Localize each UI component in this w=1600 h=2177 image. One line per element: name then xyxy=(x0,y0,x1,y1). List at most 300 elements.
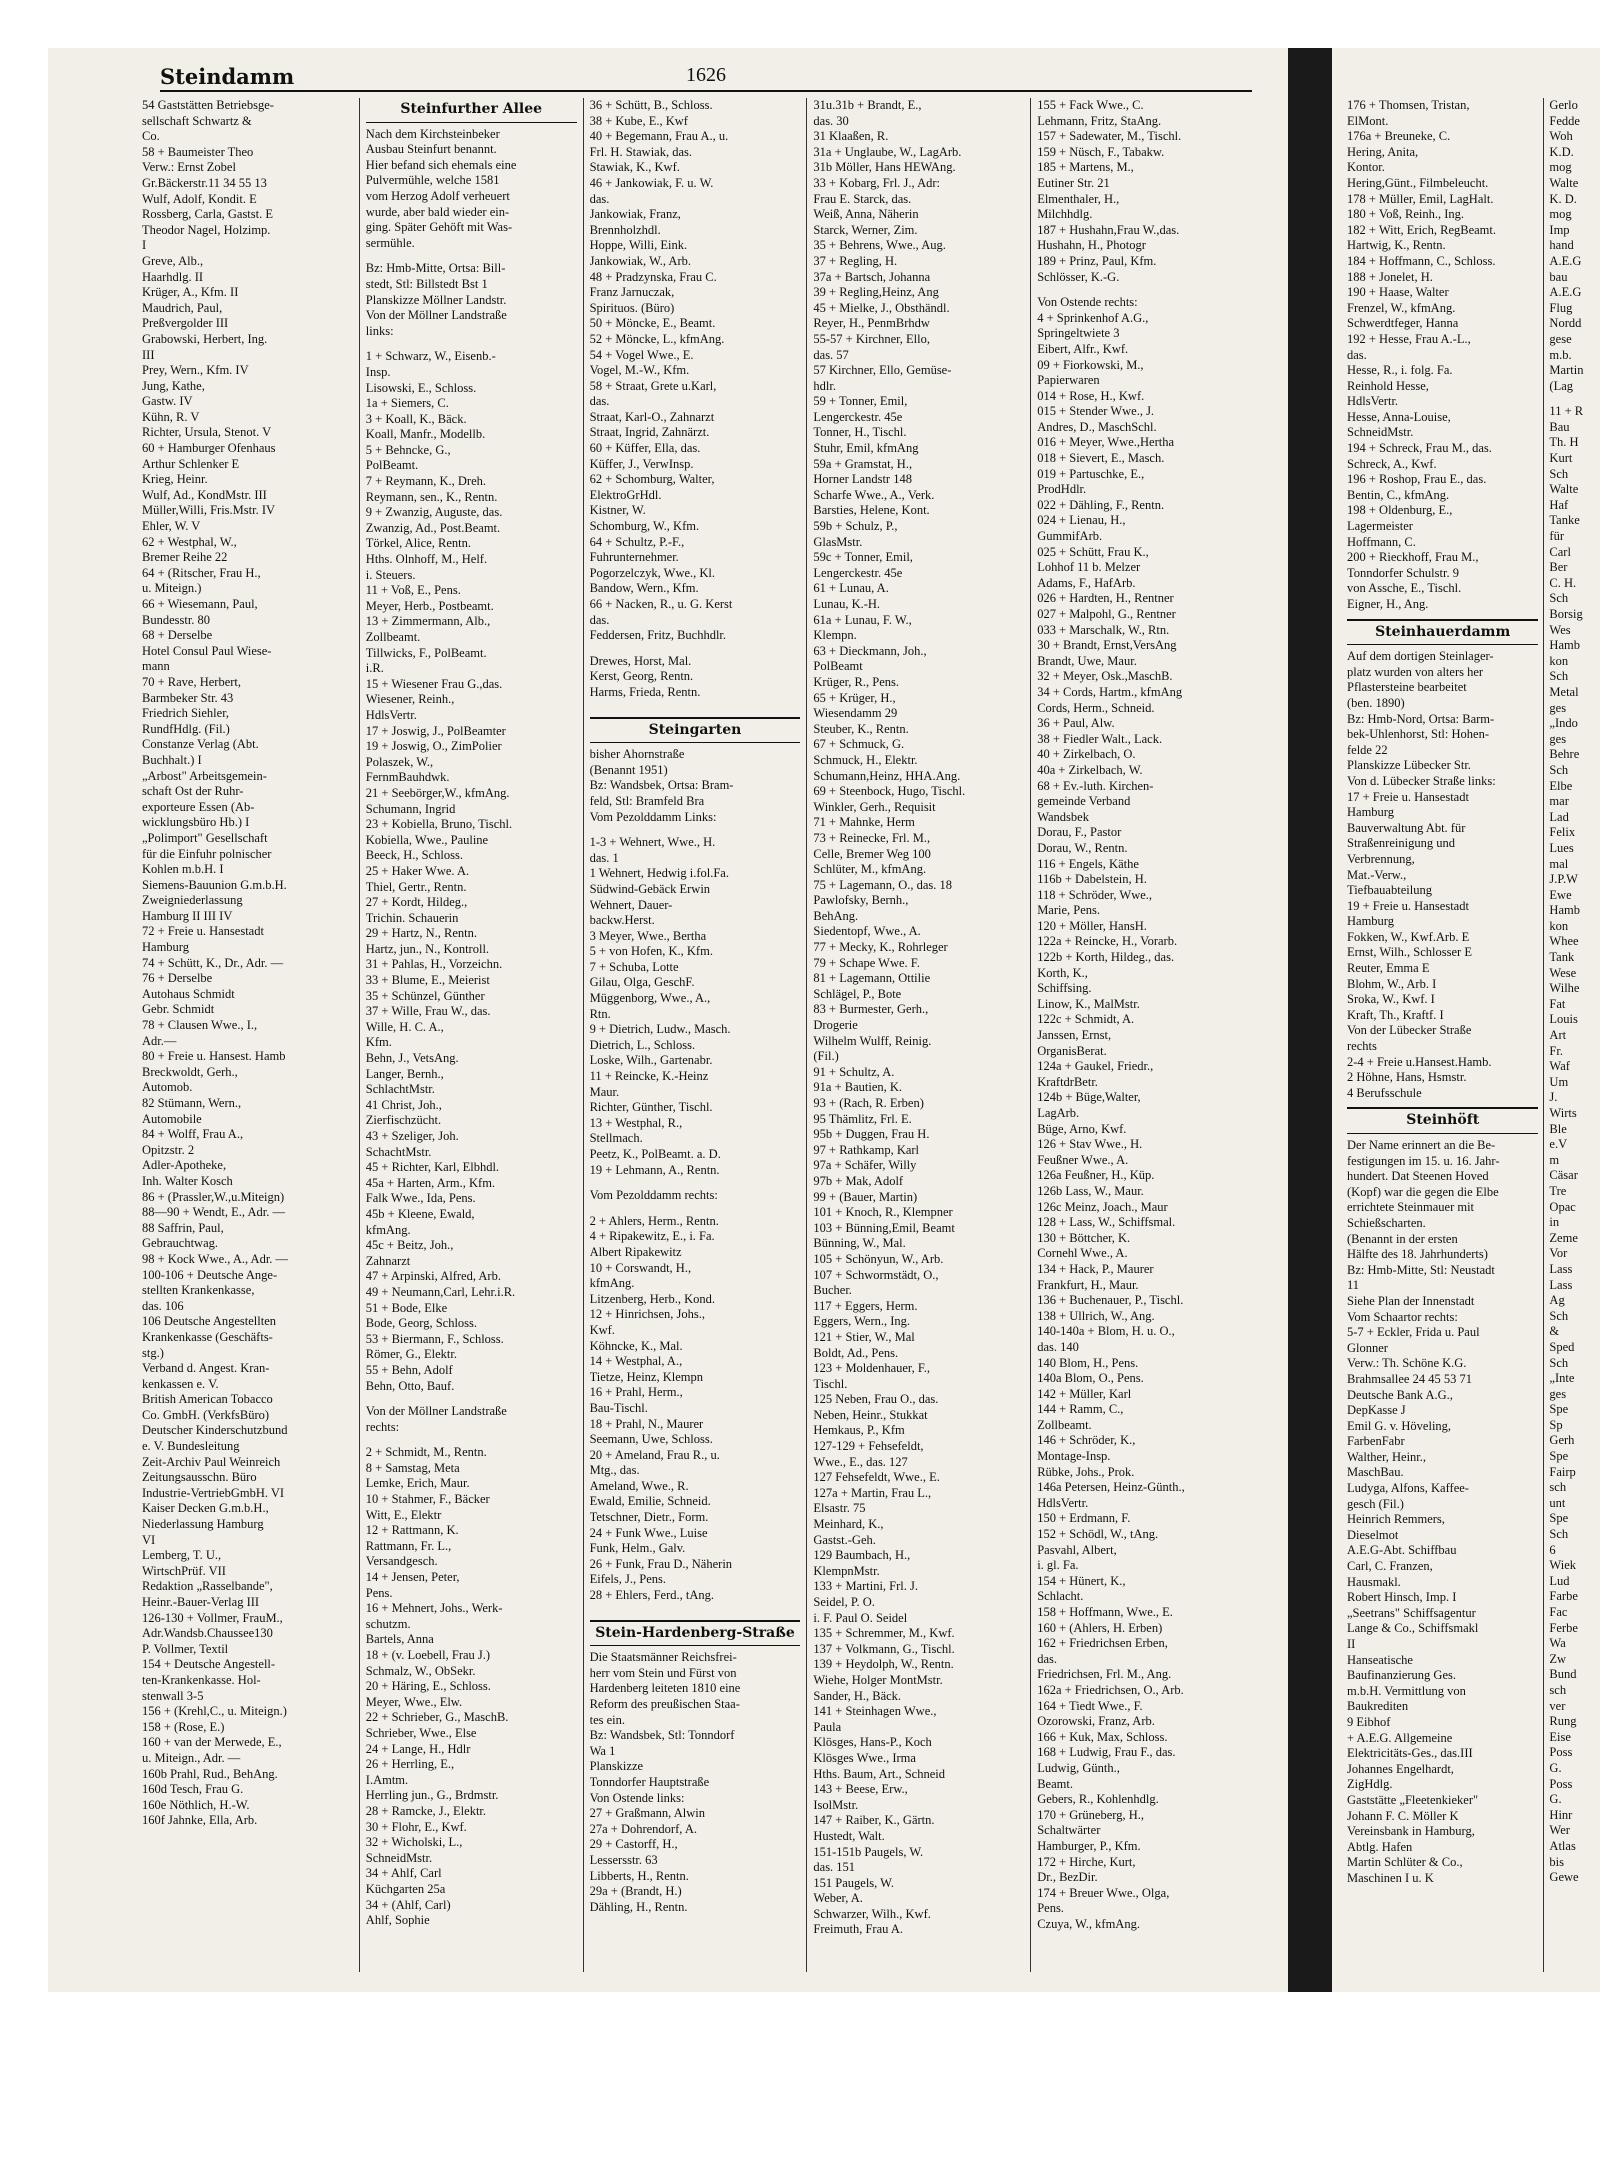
entry-line: Bode, Georg, Schloss. xyxy=(365,1316,478,1331)
entry-line: 2 Höhne, Hans, Hsmstr. xyxy=(1347,1070,1467,1085)
entry-line: Gewe xyxy=(1549,1870,1579,1885)
entry-line: Janssen, Ernst, xyxy=(1037,1028,1112,1043)
entry-line: Frau E. Starck, das. xyxy=(813,191,912,206)
directory-column xyxy=(136,98,360,1972)
entry-line: 43 + Szeliger, Joh. xyxy=(365,1129,459,1143)
entry-line: 154 + Hünert, K., xyxy=(1037,1573,1126,1588)
entry-line: (Fil.) xyxy=(813,1049,839,1064)
entry-line: Vom Pezolddamm Links: xyxy=(589,809,717,824)
entry-line: schutzm. xyxy=(365,1616,411,1631)
entry-line: 15 + Wiesener Frau G.,das. xyxy=(365,676,503,691)
entry-line: 139 + Heydolph, W., Rentn. xyxy=(813,1657,954,1672)
entry-line: Seidel, P. O. xyxy=(813,1595,875,1609)
entry-line: 38 + Kube, E., Kwf xyxy=(589,113,688,128)
entry-line: Wulf, Adolf, Kondit. E xyxy=(142,191,257,206)
entry-line: 61a + Lunau, F. W., xyxy=(813,612,912,627)
entry-line: 126-130 + Vollmer, FrauM., xyxy=(142,1610,283,1625)
entry-line: Bz: Hmb-Mitte, Ortsa: Bill- xyxy=(365,261,506,276)
entry-line: Deutsche Bank A.G., xyxy=(1347,1387,1453,1402)
entry-line: 019 + Partuschke, E., xyxy=(1037,466,1145,481)
entry-line: 106 Deutsche Angestellten xyxy=(142,1314,276,1329)
entry-line: „Inte xyxy=(1549,1371,1575,1386)
entry-line: 184 + Hoffmann, C., Schloss. xyxy=(1347,253,1496,268)
entry-line: 37 + Wille, Frau W., das. xyxy=(365,1004,491,1019)
entry-line: 129 Baumbach, H., xyxy=(813,1548,911,1563)
entry-line: 126 + Stav Wwe., H. xyxy=(1037,1137,1143,1152)
entry-line: 1a + Siemers, C. xyxy=(365,396,449,411)
entry-line: Ozorowski, Franz, Arb. xyxy=(1037,1714,1155,1729)
entry-line: Hesse, Anna-Louise, xyxy=(1347,409,1451,424)
entry-line: 27a + Dohrendorf, A. xyxy=(589,1821,697,1836)
entry-line: Milchhdlg. xyxy=(1037,207,1093,222)
entry-line: GlasMstr. xyxy=(813,534,863,549)
entry-line: 26 + Funk, Frau D., Näherin xyxy=(589,1556,733,1571)
entry-line: Robert Hinsch, Imp. I xyxy=(1347,1590,1457,1605)
entry-line: Elbe xyxy=(1549,778,1573,793)
entry-line: Lange & Co., Schiffsmakl xyxy=(1347,1621,1479,1636)
entry-line: 025 + Schütt, Frau K., xyxy=(1037,544,1149,559)
entry-line: 19 + Freie u. Hansestadt xyxy=(1347,898,1469,913)
entry-line: Ehler, W. V xyxy=(142,519,201,534)
entry-line: 146a Petersen, Heinz-Günth., xyxy=(1037,1480,1185,1495)
entry-line: Schomburg, W., Kfm. xyxy=(589,519,700,534)
entry-line: 9 Eibhof xyxy=(1347,1714,1391,1729)
entry-line: 23 + Kobiella, Bruno, Tischl. xyxy=(365,817,513,832)
entry-line: 24 + Lange, H., Hdlr xyxy=(365,1741,471,1756)
entry-line: Winkler, Gerh., Requisit xyxy=(813,799,936,814)
entry-line: KraftdrBetr. xyxy=(1037,1074,1098,1089)
entry-line: Montage-Insp. xyxy=(1037,1449,1111,1464)
directory-column xyxy=(807,98,1031,1972)
entry-line: Carl, C. Franzen, xyxy=(1347,1559,1433,1574)
entry-line: Woh xyxy=(1549,129,1573,144)
entry-line: 52 + Möncke, L., kfmAng. xyxy=(589,331,725,346)
entry-line: Hering, Anita, xyxy=(1347,144,1419,159)
entry-line: Bau-Tischl. xyxy=(589,1400,648,1415)
entry-line: I xyxy=(142,238,147,253)
entry-line: J.P.W xyxy=(1549,872,1578,887)
entry-line: Stellmach. xyxy=(589,1131,643,1146)
entry-line: Von der Lübecker Straße xyxy=(1347,1023,1472,1038)
entry-line: 17 + Freie u. Hansestadt xyxy=(1347,789,1469,804)
entry-line: Rübke, Johs., Prok. xyxy=(1037,1464,1135,1479)
entry-line: Hartz, jun., N., Kontroll. xyxy=(365,941,490,956)
entry-line: Lessersstr. 63 xyxy=(589,1852,658,1867)
entry-line: Sch xyxy=(1549,591,1569,606)
entry-line: Peetz, K., PolBeamt. a. D. xyxy=(589,1147,721,1161)
entry-line: Schmalz, W., ObSekr. xyxy=(365,1663,476,1678)
entry-line: Drewes, Horst, Mal. xyxy=(589,653,692,668)
entry-line: 178 + Müller, Emil, LagHalt. xyxy=(1347,191,1494,206)
entry-line: Fac xyxy=(1549,1605,1568,1619)
entry-line: Barmbeker Str. 43 xyxy=(142,690,234,705)
entry-line: Scharfe Wwe., A., Verk. xyxy=(813,487,935,502)
entry-line: Verw.: Ernst Zobel xyxy=(142,160,236,175)
entry-line: Jankowiak, Franz, xyxy=(589,207,681,222)
entry-line: G. xyxy=(1549,1760,1562,1775)
entry-line: Metal xyxy=(1549,684,1579,699)
entry-line: Boldt, Ad., Pens. xyxy=(813,1345,899,1360)
entry-line: Automobile xyxy=(142,1111,202,1126)
entry-line: mal xyxy=(1549,856,1569,871)
entry-line: Breckwoldt, Gerh., xyxy=(142,1064,238,1079)
entry-line: 31b Möller, Hans HEWAng. xyxy=(813,160,956,175)
entry-line: Drogerie xyxy=(813,1018,858,1033)
entry-line: 46 + Jankowiak, F. u. W. xyxy=(589,175,714,190)
entry-line: „Arbost" Arbeitsgemein- xyxy=(142,768,267,783)
entry-line: Eutiner Str. 21 xyxy=(1037,175,1110,190)
entry-line: (ben. 1890) xyxy=(1347,695,1405,710)
entry-line: 34 + Ahlf, Carl xyxy=(365,1866,442,1881)
entry-line: 180 + Voß, Reinh., Ing. xyxy=(1347,207,1465,222)
entry-line: für xyxy=(1549,529,1564,544)
entry-line: Frenzel, W., kfmAng. xyxy=(1347,300,1456,315)
entry-line: P. Vollmer, Textil xyxy=(142,1641,229,1656)
entry-line: Hamb xyxy=(1549,638,1580,653)
directory-columns xyxy=(136,98,1254,1972)
entry-line: 160 + (Ahlers, H. Erben) xyxy=(1037,1620,1163,1635)
entry-line: Ahlf, Sophie xyxy=(365,1913,430,1928)
entry-line: Spe xyxy=(1549,1449,1569,1464)
entry-line: (Benannt 1951) xyxy=(589,762,668,777)
entry-line: 127 Fehsefeldt, Wwe., E. xyxy=(813,1470,940,1485)
entry-line: Haf xyxy=(1549,497,1569,512)
entry-line: Kistner, W. xyxy=(589,503,646,518)
entry-line: 151 Paugels, W. xyxy=(813,1875,894,1890)
entry-line: Bremer Reihe 22 xyxy=(142,550,228,565)
entry-line: SchneidMstr. xyxy=(1347,425,1414,440)
entry-line: 172 + Hirche, Kurt, xyxy=(1037,1854,1136,1869)
entry-line: HdlsVertr. xyxy=(365,707,417,722)
entry-line: + A.E.G. Allgemeine xyxy=(1347,1730,1453,1745)
entry-line: 11 + Reincke, K.-Heinz xyxy=(589,1069,709,1084)
entry-line: 156 + (Krehl,C., u. Miteign.) xyxy=(142,1704,287,1719)
entry-line: Siemens-Bauunion G.m.b.H. xyxy=(142,877,287,892)
entry-line: ges xyxy=(1549,731,1567,746)
entry-line: 86 + (Prassler,W.,u.Miteign) xyxy=(142,1189,285,1204)
entry-line: 59c + Tonner, Emil, xyxy=(813,550,913,565)
entry-line: 158 + Hoffmann, Wwe., E. xyxy=(1037,1605,1173,1619)
entry-line: Elmenthaler, H., xyxy=(1037,191,1120,206)
entry-line: Von der Möllner Landstraße xyxy=(365,1404,507,1419)
entry-line: ten-Krankenkasse. Hol- xyxy=(142,1672,261,1687)
entry-line: 123 + Moldenhauer, F., xyxy=(813,1361,931,1376)
entry-line: felde 22 xyxy=(1347,742,1388,757)
entry-line: Gaststätte „Fleetenkieker" xyxy=(1347,1792,1479,1807)
entry-line: Sch xyxy=(1549,669,1569,684)
entry-line: 7 + Schuba, Lotte xyxy=(589,959,679,974)
entry-line: Eifels, J., Pens. xyxy=(589,1572,666,1587)
entry-line: Fat xyxy=(1549,996,1566,1011)
entry-line: Sch xyxy=(1549,1527,1569,1542)
entry-line: Litzenberg, Herb., Kond. xyxy=(589,1291,716,1306)
entry-line: 160e Nöthlich, H.-W. xyxy=(142,1797,250,1812)
entry-line: G. xyxy=(1549,1792,1562,1807)
entry-line: LagArb. xyxy=(1037,1106,1080,1120)
entry-line: Ameland, Wwe., R. xyxy=(589,1478,689,1493)
entry-line: Trichin. Schauerin xyxy=(365,910,459,925)
entry-line: 51 + Bode, Elke xyxy=(365,1300,448,1315)
entry-line: 159 + Nüsch, F., Tabakw. xyxy=(1037,144,1165,159)
entry-line: 37a + Bartsch, Johanna xyxy=(813,269,931,284)
entry-line: HdlsVertr. xyxy=(1037,1495,1089,1510)
entry-line: kfmAng. xyxy=(365,1222,411,1237)
entry-line: mar xyxy=(1549,794,1569,809)
entry-line: 33 + Kobarg, Frl. J., Adr: xyxy=(813,175,941,190)
entry-line: 160 + van der Merwede, E., xyxy=(142,1735,282,1750)
next-page xyxy=(1332,48,1600,1992)
entry-line: 016 + Meyer, Wwe.,Hertha xyxy=(1037,435,1175,450)
next-page-columns xyxy=(1342,98,1600,1972)
entry-line: Mat.-Verw., xyxy=(1347,867,1407,882)
entry-line: Celle, Bremer Weg 100 xyxy=(813,846,931,861)
entry-line: i.R. xyxy=(365,661,384,676)
entry-line: Verw.: Th. Schöne K.G. xyxy=(1347,1356,1467,1371)
entry-line: Schmuck, H., Elektr. xyxy=(813,752,918,767)
entry-line: 117 + Eggers, Herm. xyxy=(813,1298,918,1313)
entry-line: & xyxy=(1549,1324,1560,1339)
entry-line: „Polimport" Gesellschaft xyxy=(142,830,268,845)
entry-line: backw.Herst. xyxy=(589,913,655,928)
entry-line: 28 + Ramcke, J., Elektr. xyxy=(365,1803,487,1818)
street-heading: Steinhöft xyxy=(1347,1107,1538,1134)
entry-line: Dietrich, L., Schloss. xyxy=(589,1037,696,1052)
entry-line: Wiehe, Holger MontMstr. xyxy=(813,1672,943,1687)
entry-line: Spe xyxy=(1549,1511,1569,1526)
entry-line: platz wurden von alters her xyxy=(1347,664,1484,679)
entry-line: HdlsVertr. xyxy=(1347,394,1399,409)
entry-line: C. H. xyxy=(1549,575,1577,590)
entry-line: 13 + Westphal, R., xyxy=(589,1115,683,1130)
entry-line: tes ein. xyxy=(589,1712,626,1727)
entry-line: Müller,Willi, Fris.Mstr. IV xyxy=(142,503,276,518)
entry-line: links: xyxy=(365,323,394,338)
entry-line: sch xyxy=(1549,1480,1567,1495)
entry-line: Lisowski, E., Schloss. xyxy=(365,380,477,395)
entry-line: 66 + Wiesemann, Paul, xyxy=(142,597,258,611)
entry-line: 190 + Haase, Walter xyxy=(1347,285,1449,300)
entry-line: 134 + Hack, P., Maurer xyxy=(1037,1261,1154,1276)
entry-line: 14 + Jensen, Peter, xyxy=(365,1570,460,1585)
entry-line: Preßvergolder III xyxy=(142,316,229,331)
entry-line: 146 + Schröder, K., xyxy=(1037,1433,1136,1448)
entry-line: FarbenFabr xyxy=(1347,1434,1405,1449)
entry-line: Neben, Heinr., Stukkat xyxy=(813,1407,928,1422)
entry-line: 11 + Voß, E., Pens. xyxy=(365,583,461,598)
entry-line: Libberts, H., Rentn. xyxy=(589,1868,689,1883)
entry-line: Martin xyxy=(1549,363,1584,378)
entry-line: Opitzstr. 2 xyxy=(142,1142,195,1157)
entry-line: Walte xyxy=(1549,175,1579,190)
entry-line: Reinhold Hesse, xyxy=(1347,378,1429,393)
entry-line: sch xyxy=(1549,1682,1567,1697)
entry-line: Fairp xyxy=(1549,1464,1576,1479)
entry-line: Straat, Karl-O., Zahnarzt xyxy=(589,409,715,424)
entry-line: 5 + von Hofen, K., Kfm. xyxy=(589,944,713,959)
entry-line: 77 + Mecky, K., Rohrleger xyxy=(813,940,948,955)
entry-line: herr vom Stein und Fürst von xyxy=(589,1665,737,1680)
entry-line: 155 + Fack Wwe., C. xyxy=(1037,98,1144,112)
entry-line: 2-4 + Freie u.Hansest.Hamb. xyxy=(1347,1054,1492,1069)
entry-line: K. D. xyxy=(1549,191,1577,206)
entry-line: 124b + Büge,Walter, xyxy=(1037,1090,1141,1105)
entry-line: Abtlg. Hafen xyxy=(1347,1839,1413,1854)
entry-line: Steuber, K., Rentn. xyxy=(813,721,909,736)
entry-line: das. xyxy=(589,394,610,409)
entry-line: 4 Berufsschule xyxy=(1347,1085,1422,1100)
entry-line: 16 + Prahl, Herm., xyxy=(589,1385,683,1400)
street-heading: Steinhauerdamm xyxy=(1347,619,1538,646)
entry-line: Gebrauchtwag. xyxy=(142,1236,219,1251)
entry-line: kenkassen e. V. xyxy=(142,1376,219,1391)
entry-line: 198 + Oldenburg, E., xyxy=(1347,503,1453,518)
entry-line: 57 Kirchner, Ello, Gemüse- xyxy=(813,363,952,378)
entry-line: 164 + Tiedt Wwe., F. xyxy=(1037,1698,1143,1713)
entry-line: Hering,Günt., Filmbeleucht. xyxy=(1347,175,1489,190)
entry-line: Fedde xyxy=(1549,113,1580,128)
entry-line: Stuhr, Emil, kfmAng xyxy=(813,441,919,456)
entry-line: 014 + Rose, H., Kwf. xyxy=(1037,388,1145,403)
entry-line: Zweigniederlassung xyxy=(142,893,243,908)
entry-line: feld, Stl: Bramfeld Bra xyxy=(589,793,705,808)
entry-line: Klempn. xyxy=(813,628,857,643)
entry-line: 73 + Reinecke, Frl. M., xyxy=(813,830,931,845)
entry-line: Feddersen, Fritz, Buchhdlr. xyxy=(589,628,727,643)
entry-line: 126c Meinz, Joach., Maur xyxy=(1037,1199,1168,1214)
entry-line: Siedentopf, Wwe., A. xyxy=(813,924,921,939)
entry-line: 160d Tesch, Frau G. xyxy=(142,1782,244,1797)
entry-line: 122b + Korth, Hildeg., das. xyxy=(1037,950,1175,965)
entry-line: das. xyxy=(589,612,610,627)
entry-line: 022 + Dähling, F., Rentn. xyxy=(1037,497,1165,512)
entry-line: Thiel, Gertr., Rentn. xyxy=(365,879,467,894)
entry-line: Borsig xyxy=(1549,607,1583,621)
entry-line: Vereinsbank in Hamburg, xyxy=(1347,1824,1475,1839)
entry-line: Bz: Hmb-Nord, Ortsa: Barm- xyxy=(1347,711,1495,726)
entry-line: 17 + Joswig, J., PolBeamter xyxy=(365,723,506,738)
spacer xyxy=(366,251,577,261)
entry-line: 88 Saffrin, Paul, xyxy=(142,1220,224,1235)
entry-line: Hesse, R., i. folg. Fa. xyxy=(1347,363,1453,378)
entry-line: VI xyxy=(142,1532,156,1547)
entry-line: 18 + (v. Loebell, Frau J.) xyxy=(365,1648,491,1662)
directory-column xyxy=(360,98,584,1972)
spacer xyxy=(366,1435,577,1445)
entry-line: Arthur Schlenker E xyxy=(142,456,240,471)
entry-line: Wer xyxy=(1549,1823,1570,1838)
entry-line: Bz: Hmb-Mitte, Stl: Neustadt xyxy=(1347,1262,1495,1277)
entry-line: Feußner Wwe., A. xyxy=(1037,1152,1129,1167)
entry-line: Hamburg II III IV xyxy=(142,908,233,923)
entry-line: Von der Möllner Landstraße xyxy=(365,308,507,323)
entry-line: Fr. xyxy=(1549,1043,1563,1058)
entry-line: 10 + Stahmer, F., Bäcker xyxy=(365,1492,490,1507)
entry-line: Barsties, Helene, Kont. xyxy=(813,503,930,518)
entry-line: Pulvermühle, welche 1581 xyxy=(365,173,500,188)
entry-line: stg.) xyxy=(142,1345,164,1360)
entry-line: Loske, Wilh., Gartenabr. xyxy=(589,1053,713,1068)
entry-line: Lemberg, T. U., xyxy=(142,1548,222,1563)
entry-line: Tietze, Heinz, Klempn xyxy=(589,1369,703,1384)
entry-line: ElektroGrHdl. xyxy=(589,487,662,502)
running-head-word: Steindamm xyxy=(160,64,295,89)
entry-line: kon xyxy=(1549,653,1569,668)
entry-line: Zeitungsausschn. Büro xyxy=(142,1470,257,1485)
entry-line: Tischl. xyxy=(813,1376,848,1391)
entry-line: Römer, G., Elektr. xyxy=(365,1347,457,1362)
entry-line: Wilhelm Wulff, Reinig. xyxy=(813,1033,932,1048)
entry-line: 196 + Roshop, Frau E., das. xyxy=(1347,472,1487,487)
entry-line: 174 + Breuer Wwe., Olga, xyxy=(1037,1885,1170,1900)
entry-line: Rattmann, Fr. L., xyxy=(365,1538,452,1553)
entry-line: Hardenberg leiteten 1810 eine xyxy=(589,1681,741,1696)
entry-line: Ber xyxy=(1549,560,1568,575)
entry-line: Waf xyxy=(1549,1059,1570,1074)
entry-line: Ble xyxy=(1549,1121,1567,1136)
entry-line: Felix xyxy=(1549,825,1576,840)
entry-line: Paula xyxy=(813,1719,842,1734)
entry-line: 32 + Meyer, Osk.,MaschB. xyxy=(1037,669,1173,684)
entry-line: Poss xyxy=(1549,1745,1573,1760)
entry-line: exporteure Essen (Ab- xyxy=(142,799,255,814)
entry-line: vom Herzog Adolf verheuert xyxy=(365,188,510,203)
entry-line: Niederlassung Hamburg xyxy=(142,1517,264,1532)
entry-line: 98 + Kock Wwe., A., Adr. — xyxy=(142,1251,289,1266)
entry-line: 125 Neben, Frau O., das. xyxy=(813,1392,939,1407)
page-number: 1626 xyxy=(686,64,726,86)
entry-line: 5 + Behncke, G., xyxy=(365,442,451,457)
entry-line: Hälfte des 18. Jahrhunderts) xyxy=(1347,1247,1488,1262)
entry-line: Pflastersteine bearbeitet xyxy=(1347,680,1467,695)
entry-line: Sch xyxy=(1549,762,1569,777)
entry-line: 147 + Raiber, K., Gärtn. xyxy=(813,1813,935,1828)
entry-line: Tetschner, Dietr., Form. xyxy=(589,1510,709,1525)
entry-line: 29 + Hartz, N., Rentn. xyxy=(365,926,477,941)
entry-line: 138 + Ullrich, W., Ang. xyxy=(1037,1308,1155,1323)
entry-line: Herrling jun., G., Brdmstr. xyxy=(365,1788,499,1803)
entry-line: das. xyxy=(589,191,610,206)
entry-line: (Kopf) war die gegen die Elbe xyxy=(1347,1184,1499,1199)
entry-line: Pens. xyxy=(365,1585,393,1600)
entry-line: m.b.H. Vermittlung von xyxy=(1347,1683,1466,1698)
entry-line: Behn, J., VetsAng. xyxy=(365,1051,459,1066)
entry-line: Bz: Wandsbek, Stl: Tonndorf xyxy=(589,1728,735,1743)
entry-line: 53 + Biermann, F., Schloss. xyxy=(365,1331,504,1346)
entry-line: 7 + Reymann, K., Dreh. xyxy=(365,474,487,489)
entry-line: 72 + Freie u. Hansestadt xyxy=(142,924,264,939)
entry-line: Glonner xyxy=(1347,1340,1388,1355)
entry-line: Zwanzig, Ad., Post.Beamt. xyxy=(365,520,501,535)
entry-line: Lengerckestr. 45e xyxy=(813,409,903,424)
entry-line: Tonndorfer Hauptstraße xyxy=(589,1774,710,1789)
entry-line: bis xyxy=(1549,1854,1565,1869)
entry-line: Falk Wwe., Ida, Pens. xyxy=(365,1191,476,1206)
entry-line: Lemke, Erich, Maur. xyxy=(365,1476,470,1491)
entry-line: 11 xyxy=(1347,1278,1360,1293)
entry-line: Gilau, Olga, GeschF. xyxy=(589,975,695,990)
entry-line: 015 + Stender Wwe., J. xyxy=(1037,404,1155,419)
entry-line: Ludwig, Günth., xyxy=(1037,1760,1120,1775)
entry-line: Spirituos. (Büro) xyxy=(589,300,675,315)
entry-line: 162 + Friedrichsen Erben, xyxy=(1037,1636,1168,1651)
entry-line: Whee xyxy=(1549,934,1579,949)
entry-line: Schlösser, K.-G. xyxy=(1037,269,1120,284)
entry-line: Zeme xyxy=(1549,1230,1578,1245)
spacer xyxy=(590,644,801,654)
entry-line: RundfHdlg. (Fil.) xyxy=(142,721,230,736)
entry-line: 101 + Knoch, R., Klempner xyxy=(813,1205,953,1220)
entry-line: Hamburg xyxy=(142,940,189,955)
